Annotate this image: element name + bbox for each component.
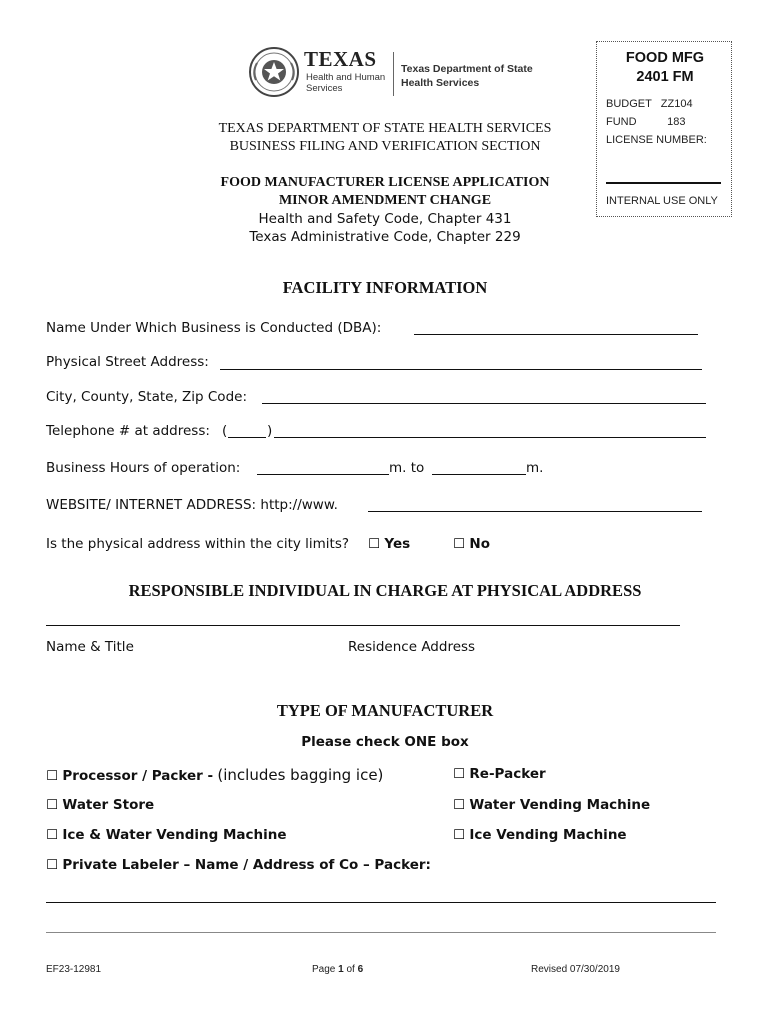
ice-water-vending-option[interactable] (46, 827, 287, 843)
internal-use-label: INTERNAL USE ONLY (606, 195, 718, 207)
yes-label: Yes (384, 536, 411, 552)
page-prefix: Page (312, 964, 339, 975)
water-store-option[interactable] (46, 797, 154, 813)
ice-vending-option[interactable] (453, 827, 627, 843)
repacker-checkbox[interactable]: ☐ (453, 766, 466, 782)
water-vending-option[interactable] (453, 797, 650, 813)
repacker-label: Re-Packer (469, 766, 546, 782)
internal-use-box (596, 41, 732, 217)
license-number-line (606, 182, 721, 184)
hours-to-label: m. to (389, 460, 425, 476)
form-subtitle: MINOR AMENDMENT CHANGE (278, 193, 492, 208)
statute-reference-1: Health and Safety Code, Chapter 431 (258, 211, 512, 227)
dba-label: Name Under Which Business is Conducted (DBA): (46, 320, 382, 336)
form-title: FOOD MANUFACTURER LICENSE APPLICATION (220, 175, 550, 190)
dba-field[interactable] (414, 334, 698, 335)
city-limits-yes-option[interactable] (368, 536, 410, 552)
hours-m-label: m. (526, 460, 544, 476)
website-field[interactable] (368, 511, 702, 512)
check-one-instruction: Please check ONE box (301, 734, 469, 750)
texas-seal-icon (248, 46, 300, 98)
private-labeler-option[interactable] (46, 857, 431, 873)
no-checkbox[interactable]: ☐ (453, 536, 466, 552)
processor-packer-label: Processor / Packer - (62, 768, 214, 784)
area-code-open: ( (222, 423, 228, 439)
manufacturer-section-title: TYPE OF MANUFACTURER (276, 701, 494, 720)
page-number: 1 (338, 964, 344, 975)
telephone-label: Telephone # at address: (46, 423, 210, 439)
area-code-field[interactable] (228, 437, 266, 438)
city-county-state-zip-label: City, County, State, Zip Code: (46, 389, 247, 405)
ice-vending-label: Ice Vending Machine (469, 827, 627, 843)
agency-logo (248, 46, 538, 102)
processor-packer-note: (includes bagging ice) (217, 766, 384, 784)
ice-water-vending-label: Ice & Water Vending Machine (62, 827, 287, 843)
logo-dshs-text: Texas Department of State Health Services (401, 63, 533, 89)
license-number-label: LICENSE NUMBER: (606, 134, 707, 146)
name-title-label: Name & Title (46, 639, 134, 655)
section-name: BUSINESS FILING AND VERIFICATION SECTION (229, 139, 541, 154)
page-total: 6 (357, 964, 364, 975)
revision-date: Revised 07/30/2019 (531, 964, 620, 975)
footer-divider (46, 932, 716, 933)
yes-checkbox[interactable]: ☐ (368, 536, 381, 552)
form-number: EF23-12981 (46, 964, 102, 975)
hours-open-field[interactable] (257, 474, 389, 475)
water-vending-checkbox[interactable]: ☐ (453, 797, 466, 813)
water-store-label: Water Store (62, 797, 155, 813)
residence-address-label: Residence Address (348, 639, 476, 655)
responsible-section-title: RESPONSIBLE INDIVIDUAL IN CHARGE AT PHYSICAL ADDRESS (128, 581, 642, 600)
website-label: WEBSITE/ INTERNET ADDRESS: http://www. (46, 497, 338, 513)
statute-reference-2: Texas Administrative Code, Chapter 229 (249, 229, 521, 245)
water-store-checkbox[interactable]: ☐ (46, 797, 59, 813)
processor-packer-checkbox[interactable]: ☐ (46, 768, 59, 784)
hours-close-field[interactable] (432, 474, 526, 475)
city-limits-question: Is the physical address within the city limits? (46, 536, 350, 552)
logo-divider (393, 52, 394, 96)
city-limits-no-option[interactable] (453, 536, 490, 552)
facility-section-title: FACILITY INFORMATION (282, 278, 488, 297)
form-code-title: FOOD MFG (625, 50, 705, 66)
logo-hhs-text: Health and Human Services (306, 72, 386, 94)
responsible-individual-field[interactable] (46, 625, 680, 626)
ice-water-vending-checkbox[interactable]: ☐ (46, 827, 59, 843)
street-address-label: Physical Street Address: (46, 354, 209, 370)
business-hours-label: Business Hours of operation: (46, 460, 241, 476)
private-labeler-label: Private Labeler – Name / Address of Co – Packer: (62, 857, 431, 873)
telephone-field[interactable] (274, 437, 706, 438)
co-packer-field[interactable] (46, 902, 716, 903)
agency-name: TEXAS DEPARTMENT OF STATE HEALTH SERVICES (218, 121, 552, 136)
private-labeler-checkbox[interactable]: ☐ (46, 857, 59, 873)
no-label: No (469, 536, 490, 552)
water-vending-label: Water Vending Machine (469, 797, 651, 813)
page-of: of (343, 964, 358, 975)
processor-packer-option[interactable] (46, 766, 383, 784)
budget-code: BUDGET ZZ104 (606, 98, 693, 110)
area-code-close: ) (267, 423, 273, 439)
logo-texas-text: TEXAS (304, 47, 377, 71)
city-county-state-zip-field[interactable] (262, 403, 706, 404)
fund-code: FUND 183 (606, 116, 686, 128)
street-address-field[interactable] (220, 369, 702, 370)
form-code-number: 2401 FM (636, 69, 694, 85)
ice-vending-checkbox[interactable]: ☐ (453, 827, 466, 843)
page-indicator (312, 964, 363, 975)
repacker-option[interactable] (453, 766, 546, 782)
